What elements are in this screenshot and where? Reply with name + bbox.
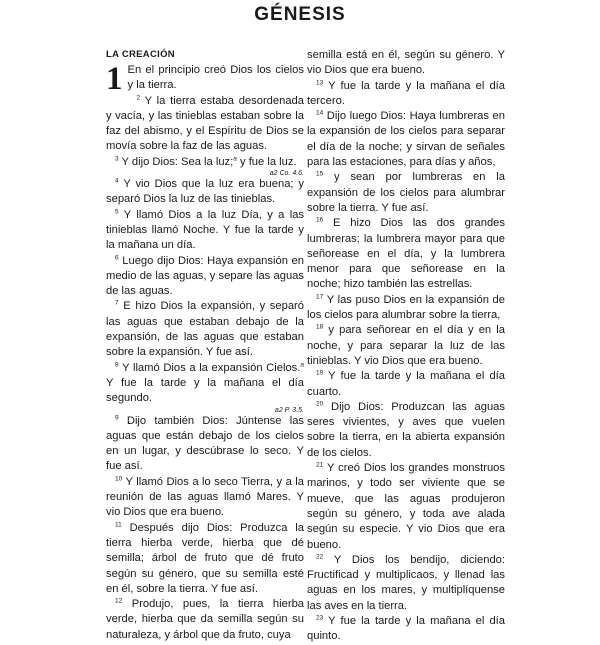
- verse-text: Y creó Dios los grandes monstruos marinos, y todo ser viviente que se mueve, que las aguas produjeron según su género, y toda ave alada según su especie. Y vio Dios que era bueno.: [307, 462, 505, 551]
- verse-text: Y las puso Dios en la expansión de los cielos para alumbrar sobre la tierra,: [307, 293, 506, 322]
- verse-number: 4: [115, 177, 119, 185]
- verse-6: [106, 254, 304, 300]
- verse-9: [106, 414, 304, 475]
- verse-22: [307, 553, 505, 614]
- verse-18: [307, 323, 505, 369]
- verse-number: 14: [316, 109, 324, 117]
- verse-text: Y fue la tarde y la mañana el día segundo.: [106, 376, 304, 405]
- verse-11: [106, 521, 304, 597]
- verse-number: 3: [115, 155, 119, 163]
- verse-text: Y llamó Dios a la luz Día, y a las tinieblas llamó Noche. Y fue la tarde y la mañana un día.: [106, 208, 305, 252]
- left-column: [106, 48, 304, 643]
- right-column: [307, 48, 505, 645]
- verse-text: Y vio Dios que la luz era buena; y separó Dios la luz de las tinieblas.: [106, 178, 304, 206]
- verse-number: 15: [316, 170, 324, 178]
- verse-text: Después dijo Dios: Produzca la tierra hierba verde, hierba que dé semilla; árbol de fruto que dé fruto según su género, que su semilla esté en él, sobre la tierra. Y fue así.: [106, 521, 304, 595]
- verse-text: Y la tierra estaba desordenada y vacía, y las tinieblas estaban sobre la faz del abismo, y el Espíritu de Dios se movía sobre la faz de las aguas.: [106, 94, 305, 153]
- verse-number: 5: [115, 207, 119, 215]
- verse-number: 10: [115, 474, 123, 482]
- verse-17: [307, 293, 505, 324]
- verse-3: [106, 155, 304, 170]
- verse-number: 7: [115, 299, 119, 307]
- section-heading: LA CREACIÓN: [106, 49, 175, 60]
- verse-16: [307, 216, 505, 292]
- verse-1: [106, 61, 304, 97]
- verse-text: Y fue la tarde y la mañana el día cuarto.: [307, 370, 506, 398]
- verse-text: semilla está en él, según su género. Y vio Dios que era bueno.: [307, 49, 505, 77]
- verse-number: 23: [316, 614, 324, 622]
- verse-text: Y llamó Dios a la expansión Cielos.: [122, 361, 301, 374]
- verse-number: 16: [316, 216, 324, 224]
- verse-text: E hizo Dios las dos grandes lumbreras; la lumbrera mayor para que señorease en el día, y la lumbrera menor para que señorease en la noche; hizo también las estrellas.: [307, 217, 505, 291]
- verse-20: [307, 400, 505, 461]
- verse-12-continued: [307, 48, 505, 79]
- book-title: GÉNESIS: [254, 4, 346, 25]
- verse-number: 20: [316, 400, 324, 408]
- verse-text: Dijo luego Dios: Haya lumbreras en la expansión de los cielos para separar el día de la noche; y sirvan de señales para las estaciones, para días y años,: [307, 110, 505, 169]
- verse-text: Produjo, pues, la tierra hierba verde, hierba que da semilla según su naturaleza, y árbol que da fruto, cuya: [106, 598, 305, 641]
- verse-text: Y llamó Dios a lo seco Tierra, y a la reunión de las aguas llamó Mares. Y vio Dios que era bueno.: [106, 475, 304, 519]
- verse-number: 6: [115, 253, 119, 261]
- verse-text: Dijo Dios: Produzcan las aguas seres vivientes, y aves que vuelen sobre la tierra, en la abierta expansión de los cielos.: [307, 400, 505, 459]
- verse-12: [106, 597, 304, 643]
- verse-number: 12: [115, 597, 123, 605]
- verse-text: En el principio creó Dios los cielos y la tierra.: [127, 64, 304, 92]
- verse-8: [106, 361, 304, 407]
- verse-19: [307, 369, 505, 400]
- verse-15: [307, 170, 505, 216]
- verse-text: Y fue la tarde y la mañana el día quinto.: [307, 614, 506, 643]
- verse-number: 21: [316, 461, 324, 469]
- verse-text: Y dijo Dios: Sea la luz;: [121, 155, 234, 168]
- verse-7: [106, 299, 304, 360]
- verse-13: [307, 79, 505, 110]
- verse-number: 8: [115, 360, 119, 368]
- verse-text: Y fue la tarde y la mañana el día tercero.: [307, 79, 506, 107]
- verse-23: [307, 614, 505, 645]
- verse-text: Luego dijo Dios: Haya expansión en medio de las aguas, y separe las aguas de las aguas.: [106, 254, 305, 298]
- verse-text: Y Dios los bendijo, diciendo: Fructificad y multiplicaos, y llenad las aguas en los mares, y multiplíquense las aves en la tierra.: [307, 553, 505, 612]
- footnote-marker[interactable]: a: [300, 360, 305, 368]
- verse-text: y sean por lumbreras en la expansión de los cielos para alumbrar sobre la tierra. Y fue así.: [307, 171, 506, 214]
- verse-5: [106, 208, 304, 254]
- verse-number: 13: [316, 78, 324, 86]
- verse-14: [307, 109, 505, 170]
- verse-number: 22: [316, 553, 324, 561]
- verse-number: 11: [115, 520, 122, 528]
- verse-number: 19: [316, 369, 324, 377]
- verse-text: E hizo Dios la expansión, y separó las aguas que estaban debajo de la expansión, de las aguas que estaban sobre la expansión. Y fue así.: [106, 300, 305, 359]
- cross-reference: a2 P. 3.5.: [274, 406, 304, 414]
- verse-number: 9: [115, 413, 119, 421]
- verse-number: 2: [136, 93, 141, 101]
- verse-text: y para señorear en el día y en la noche, y para separar la luz de las tinieblas. Y vio Dios que era bueno.: [307, 324, 505, 367]
- verse-4: [106, 177, 304, 208]
- footnote-marker[interactable]: a: [233, 155, 237, 163]
- verse-text: y fue la luz.: [236, 155, 297, 168]
- verse-21: [307, 461, 505, 553]
- verse-text: Dijo también Dios: Júntense las aguas que están debajo de los cielos en un lugar, y descúbrase lo seco. Y fue así.: [106, 414, 305, 473]
- verse-number: 17: [316, 293, 324, 301]
- verse-2: [106, 94, 304, 155]
- verse-number: 18: [316, 323, 324, 331]
- verse-10: [106, 475, 304, 521]
- chapter-number: 1: [106, 61, 123, 97]
- cross-reference: a2 Co. 4.6.: [269, 170, 304, 178]
